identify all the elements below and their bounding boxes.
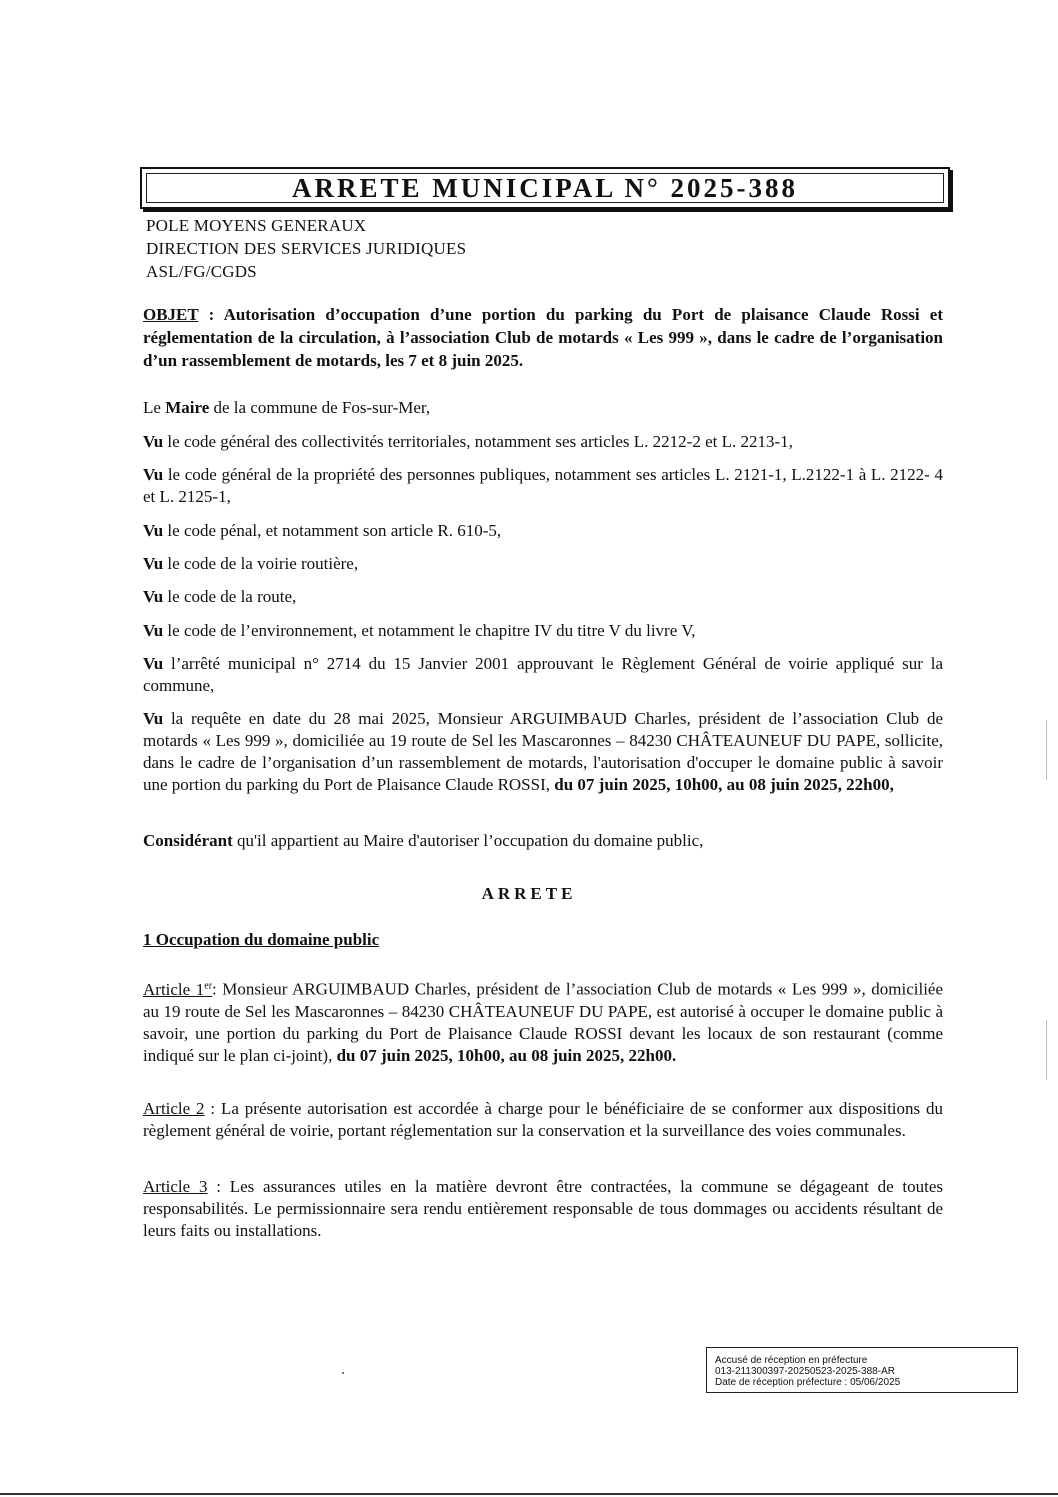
maire-line: Le Maire de la commune de Fos-sur-Mer, xyxy=(143,398,431,417)
requete-paragraph: Vu la requête en date du 28 mai 2025, Monsieur ARGUIMBAUD Charles, président de l’association Club de motards « Les 999 », domiciliée au 19 route de Sel les Mascaronnes – 84230 CHÂTEAUNEUF DU PAPE, sollicite, dans le cadre de l’organisation d’un rassemblement de motards, l'autorisation d'occuper le domaine public à savoir une portion du parking du Port de Plaisance Claude ROSSI, du 07 juin 2025, 10h00, au 08 juin 2025, 22h00, xyxy=(143,709,943,794)
header-line: POLE MOYENS GENERAUX xyxy=(146,216,367,235)
header-line: ASL/FG/CGDS xyxy=(146,262,257,281)
vu-paragraph: Vu le code général de la propriété des personnes publiques, notamment ses articles L. 2121-1, L.2122-1 à L. 2122- 4 et L. 2125-1, xyxy=(143,465,943,506)
department-header xyxy=(146,214,466,283)
article-label: Article 1er xyxy=(143,979,213,999)
article-3: Article 3 : Les assurances utiles en la matière devront être contractées, la commune se dégageant de toutes responsabilités. Le permissionnaire sera rendu entièrement responsable de tous dommages ou accidents résultant de leurs faits ou installations. xyxy=(143,1177,943,1240)
title-box xyxy=(140,167,950,209)
vu-paragraph: Vu le code de la voirie routière, xyxy=(143,554,359,573)
objet-label: OBJET xyxy=(143,305,199,324)
header-line: DIRECTION DES SERVICES JURIDIQUES xyxy=(146,239,467,258)
vu-paragraph: Vu le code de l’environnement, et notamment le chapitre IV du titre V du livre V, xyxy=(143,621,696,640)
prefecture-receipt-stamp: Accusé de réception en préfecture 013-211300397-20250523-2025-388-AR Date de réception préfecture : 05/06/2025 xyxy=(706,1347,1018,1393)
document-title: ARRETE MUNICIPAL N° 2025-388 xyxy=(291,172,799,203)
article-label: Article 3 xyxy=(143,1177,208,1196)
article-2: Article 2 : La présente autorisation est accordée à charge pour le bénéficiaire de se conformer aux dispositions du règlement général de voirie, portant réglementation sur la conservation et la surveillance des voies communales. xyxy=(143,1099,943,1140)
scan-edge-mark xyxy=(1046,1020,1047,1080)
scan-bottom-edge xyxy=(0,1493,1058,1495)
article-label: Article 2 xyxy=(143,1099,205,1118)
scan-edge-mark xyxy=(1046,720,1047,780)
vu-paragraph: Vu le code général des collectivités territoriales, notamment ses articles L. 2212-2 et L. 2213-1, xyxy=(143,432,793,451)
arrete-heading: ARRETE xyxy=(481,884,577,903)
vu-paragraph: Vu l’arrêté municipal n° 2714 du 15 Janvier 2001 approuvant le Règlement Général de voirie appliqué sur la commune, xyxy=(143,654,943,695)
scan-speck xyxy=(342,1372,344,1374)
objet-paragraph xyxy=(143,303,943,372)
objet-text: : Autorisation d’occupation d’une portion du parking du Port de plaisance Claude Rossi et réglementation de la circulation, à l’association Club de motards « Les 999 », dans le cadre de l’organisation d’un rassemblement de motards, les 7 et 8 juin 2025. xyxy=(143,305,943,370)
considerant-paragraph: Considérant qu'il appartient au Maire d'autoriser l’occupation du domaine public, xyxy=(143,831,704,850)
vu-paragraph: Vu le code pénal, et notamment son article R. 610-5, xyxy=(143,521,502,540)
section-heading: 1 Occupation du domaine public xyxy=(143,930,380,949)
article-1: Article 1er: Monsieur ARGUIMBAUD Charles, président de l’association Club de motards « Les 999 », domiciliée au 19 route de Sel les Mascaronnes – 84230 CHÂTEAUNEUF DU PAPE, est autorisé à occuper le domaine public à savoir, une portion du parking du Port de Plaisance Claude ROSSI devant les locaux de son restaurant (comme indiqué sur le plan ci-joint), du 07 juin 2025, 10h00, au 08 juin 2025, 22h00. xyxy=(143,979,944,1065)
vu-paragraph: Vu le code de la route, xyxy=(143,587,297,606)
